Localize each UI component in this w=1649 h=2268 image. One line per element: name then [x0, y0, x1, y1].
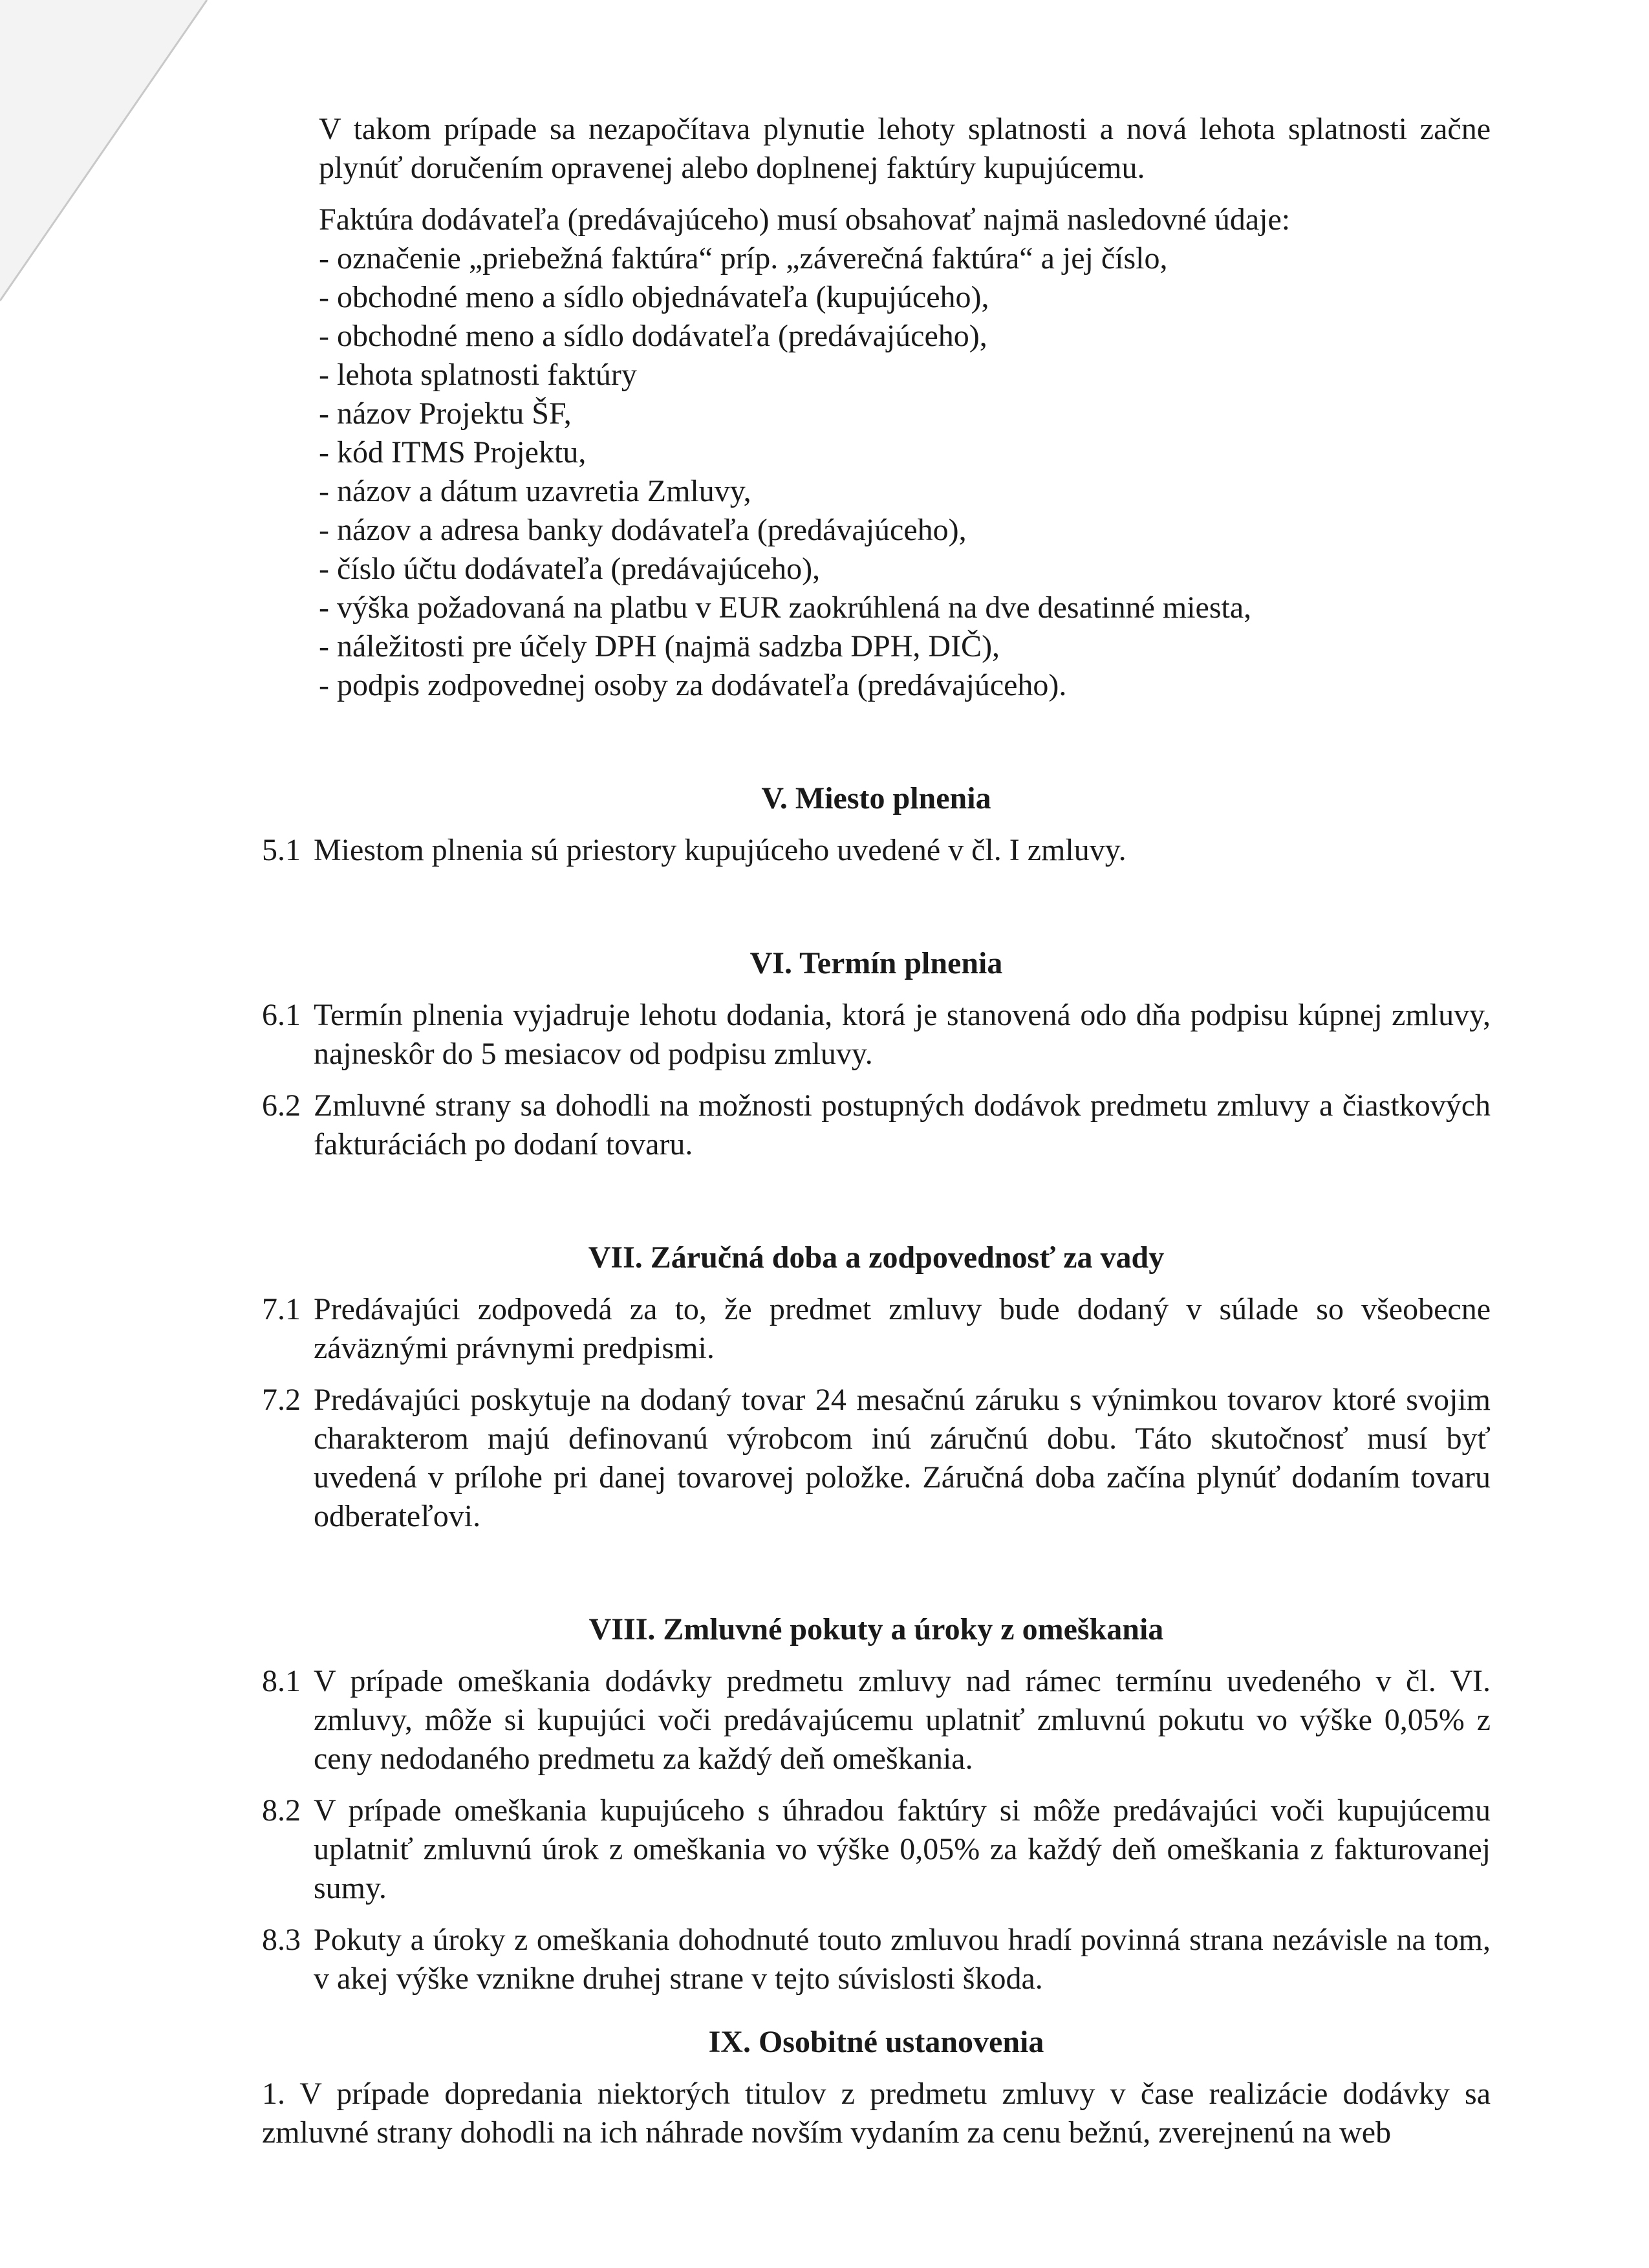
clause-8-2 [262, 1791, 1491, 1908]
page-fold-corner [0, 0, 213, 304]
list-item: - výška požadovaná na platbu v EUR zaokrúhlená na dve desatinné miesta, [319, 590, 1252, 625]
clause-number: 7.1 [262, 1292, 301, 1326]
clause-number: 8.1 [262, 1664, 301, 1698]
clause-6-2 [262, 1086, 1491, 1164]
list-item: - náležitosti pre účely DPH (najmä sadzba DPH, DIČ), [319, 629, 1000, 664]
clause-text: Pokuty a úroky z omeškania dohodnuté touto zmluvou hradí povinná strana nezávisle na tom, v akej výške vznikne druhej strane v tejto súvislosti škoda. [314, 1923, 1491, 1996]
intro-block [262, 110, 1491, 239]
clause-8-1 [262, 1662, 1491, 1778]
clause-text: Zmluvné strany sa dohodli na možnosti postupných dodávok predmetu zmluvy a čiastkových fakturáciách po dodaní tovaru. [314, 1088, 1491, 1161]
section-heading-ix: IX. Osobitné ustanovenia [708, 2025, 1044, 2059]
clause-number: 8.2 [262, 1793, 301, 1828]
section-heading-vii: VII. Záručná doba a zodpovednosť za vady [588, 1240, 1165, 1275]
intro-paragraph-1: V takom prípade sa nezapočítava plynutie lehoty splatnosti a nová lehota splatnosti začne plynúť doručením opravenej alebo doplnenej faktúry kupujúcemu. [319, 112, 1491, 185]
clause-5-1 [262, 831, 1491, 870]
list-item: - podpis zodpovednej osoby za dodávateľa (predávajúceho). [319, 668, 1067, 702]
invoice-requirements-list [262, 239, 1491, 705]
clause-number: 8.3 [262, 1923, 301, 1957]
clause-7-2 [262, 1381, 1491, 1536]
section-heading-v: V. Miesto plnenia [761, 781, 991, 815]
section-heading-vi: VI. Termín plnenia [749, 946, 1003, 980]
clause-number: 6.2 [262, 1088, 301, 1123]
list-item: - kód ITMS Projektu, [319, 435, 587, 470]
invoice-requirements-intro: Faktúra dodávateľa (predávajúceho) musí obsahovať najmä nasledovné údaje: [319, 202, 1291, 237]
clause-7-1 [262, 1290, 1491, 1368]
special-provision-1: 1. V prípade dopredania niektorých titulov z predmetu zmluvy v čase realizácie dodávky sa zmluvné strany dohodli na ich náhrade novším vydaním za cenu bežnú, zverejnenú na web [262, 2077, 1491, 2150]
clause-8-3 [262, 1921, 1491, 1998]
list-item: - názov a dátum uzavretia Zmluvy, [319, 474, 751, 508]
clause-text: Termín plnenia vyjadruje lehotu dodania, ktorá je stanovená odo dňa podpisu kúpnej zmluvy, najneskôr do 5 mesiacov od podpisu zmluvy. [314, 998, 1491, 1071]
list-item: - číslo účtu dodávateľa (predávajúceho), [319, 552, 821, 586]
clause-text: Predávajúci poskytuje na dodaný tovar 24 mesačnú záruku s výnimkou tovarov ktoré svojim charakterom majú definovanú výrobcom inú záručnú dobu. Táto skutočnosť musí byť uvedená v prílohe pri danej tovarovej položke. Záručná doba začína plynúť dodaním tovaru odberateľovi. [314, 1383, 1491, 1533]
clause-text: Miestom plnenia sú priestory kupujúceho uvedené v čl. I zmluvy. [314, 833, 1126, 867]
section-heading-viii: VIII. Zmluvné pokuty a úroky z omeškania [588, 1612, 1164, 1647]
clause-number: 7.2 [262, 1383, 301, 1417]
list-item: - označenie „priebežná faktúra“ príp. „záverečná faktúra“ a jej číslo, [319, 241, 1168, 275]
clause-text: V prípade omeškania dodávky predmetu zmluvy nad rámec termínu uvedeného v čl. VI. zmluvy, môže si kupujúci voči predávajúcemu uplatniť zmluvnú pokutu vo výške 0,05% z ceny nedodaného predmetu za každý deň omeškania. [314, 1664, 1491, 1776]
list-item: - lehota splatnosti faktúry [319, 358, 637, 392]
list-item: - názov Projektu ŠF, [319, 396, 572, 431]
clause-6-1 [262, 996, 1491, 1074]
clause-number: 5.1 [262, 833, 301, 867]
list-item: - obchodné meno a sídlo objednávateľa (kupujúceho), [319, 280, 989, 314]
document-page [262, 110, 1491, 2152]
clause-text: V prípade omeškania kupujúceho s úhradou faktúry si môže predávajúci voči kupujúcemu uplatniť zmluvnú úrok z omeškania vo výške 0,05% za každý deň omeškania z fakturovanej sumy. [314, 1793, 1491, 1905]
clause-number: 6.1 [262, 998, 301, 1032]
list-item: - obchodné meno a sídlo dodávateľa (predávajúceho), [319, 319, 987, 353]
list-item: - názov a adresa banky dodávateľa (predávajúceho), [319, 513, 967, 547]
clause-text: Predávajúci zodpovedá za to, že predmet zmluvy bude dodaný v súlade so všeobecne záväznými právnymi predpismi. [314, 1292, 1491, 1365]
